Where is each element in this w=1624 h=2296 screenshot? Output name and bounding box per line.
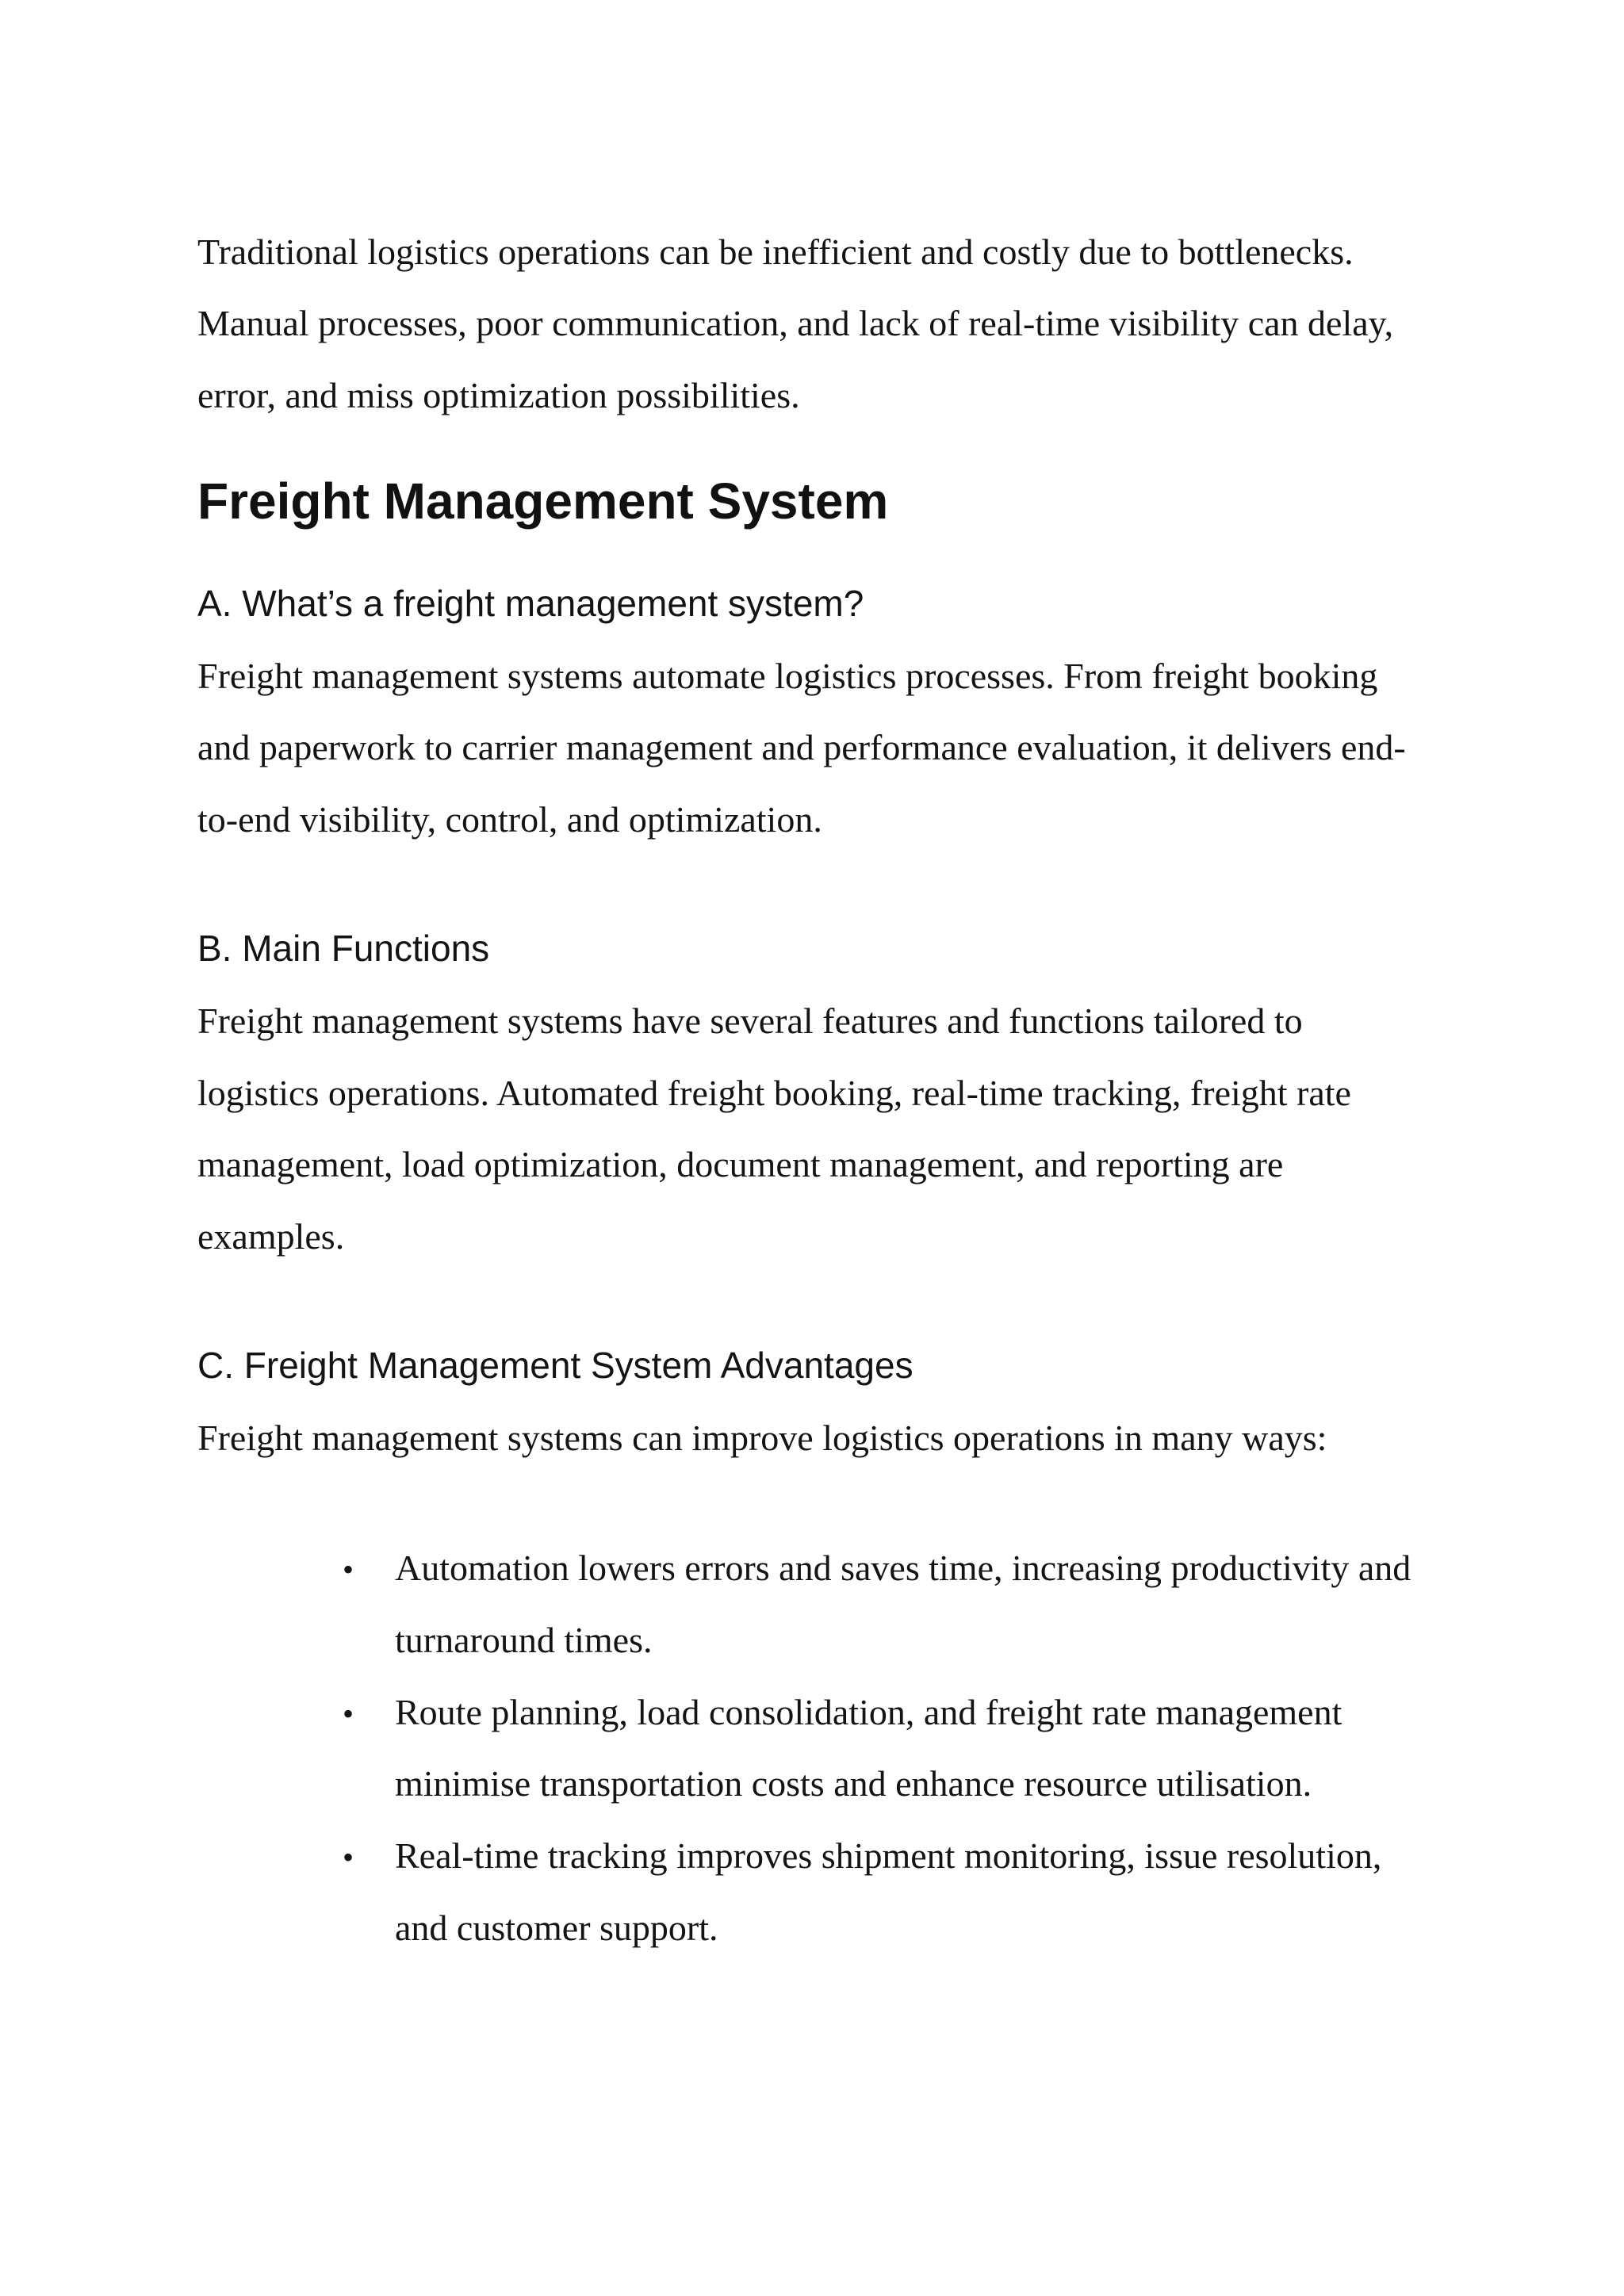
bullet-1-line-1: Automation lowers errors and saves time, increasing productivity and	[395, 1548, 1411, 1588]
section-a-line-3: to-end visibility, control, and optimization.	[197, 799, 822, 840]
bullet-3-line-2: and customer support.	[395, 1908, 718, 1948]
intro-line-3: error, and miss optimization possibilities.	[197, 375, 800, 415]
bullet-2-line-1: Route planning, load consolidation, and freight rate management	[395, 1692, 1342, 1732]
section-b-line-3: management, load optimization, document management, and reporting are	[197, 1144, 1284, 1184]
intro-line-2: Manual processes, poor communication, and lack of real-time visibility can delay,	[197, 303, 1394, 343]
section-a-line-2: and paperwork to carrier management and performance evaluation, it delivers end-	[197, 727, 1406, 767]
bullet-3-line-1: Real-time tracking improves shipment monitoring, issue resolution,	[395, 1835, 1382, 1876]
section-c-heading: C. Freight Management System Advantages	[197, 1345, 914, 1386]
section-b-heading: B. Main Functions	[197, 928, 490, 969]
main-heading: Freight Management System	[197, 473, 889, 530]
section-a-line-1: Freight management systems automate logistics processes. From freight booking	[197, 656, 1378, 696]
bullet-icon: •	[343, 1552, 354, 1587]
section-a-heading: A. What’s a freight management system?	[197, 583, 864, 624]
bullet-1-line-2: turnaround times.	[395, 1620, 653, 1660]
section-b-line-1: Freight management systems have several features and functions tailored to	[197, 1001, 1303, 1041]
intro-line-1: Traditional logistics operations can be inefficient and costly due to bottlenecks.	[197, 232, 1354, 272]
section-b-line-2: logistics operations. Automated freight booking, real-time tracking, freight rate	[197, 1073, 1351, 1113]
bullet-2-line-2: minimise transportation costs and enhance resource utilisation.	[395, 1763, 1312, 1804]
bullet-icon: •	[343, 1696, 354, 1732]
section-b-line-4: examples.	[197, 1216, 345, 1257]
section-c-line-1: Freight management systems can improve logistics operations in many ways:	[197, 1418, 1327, 1458]
bullet-icon: •	[343, 1839, 354, 1875]
